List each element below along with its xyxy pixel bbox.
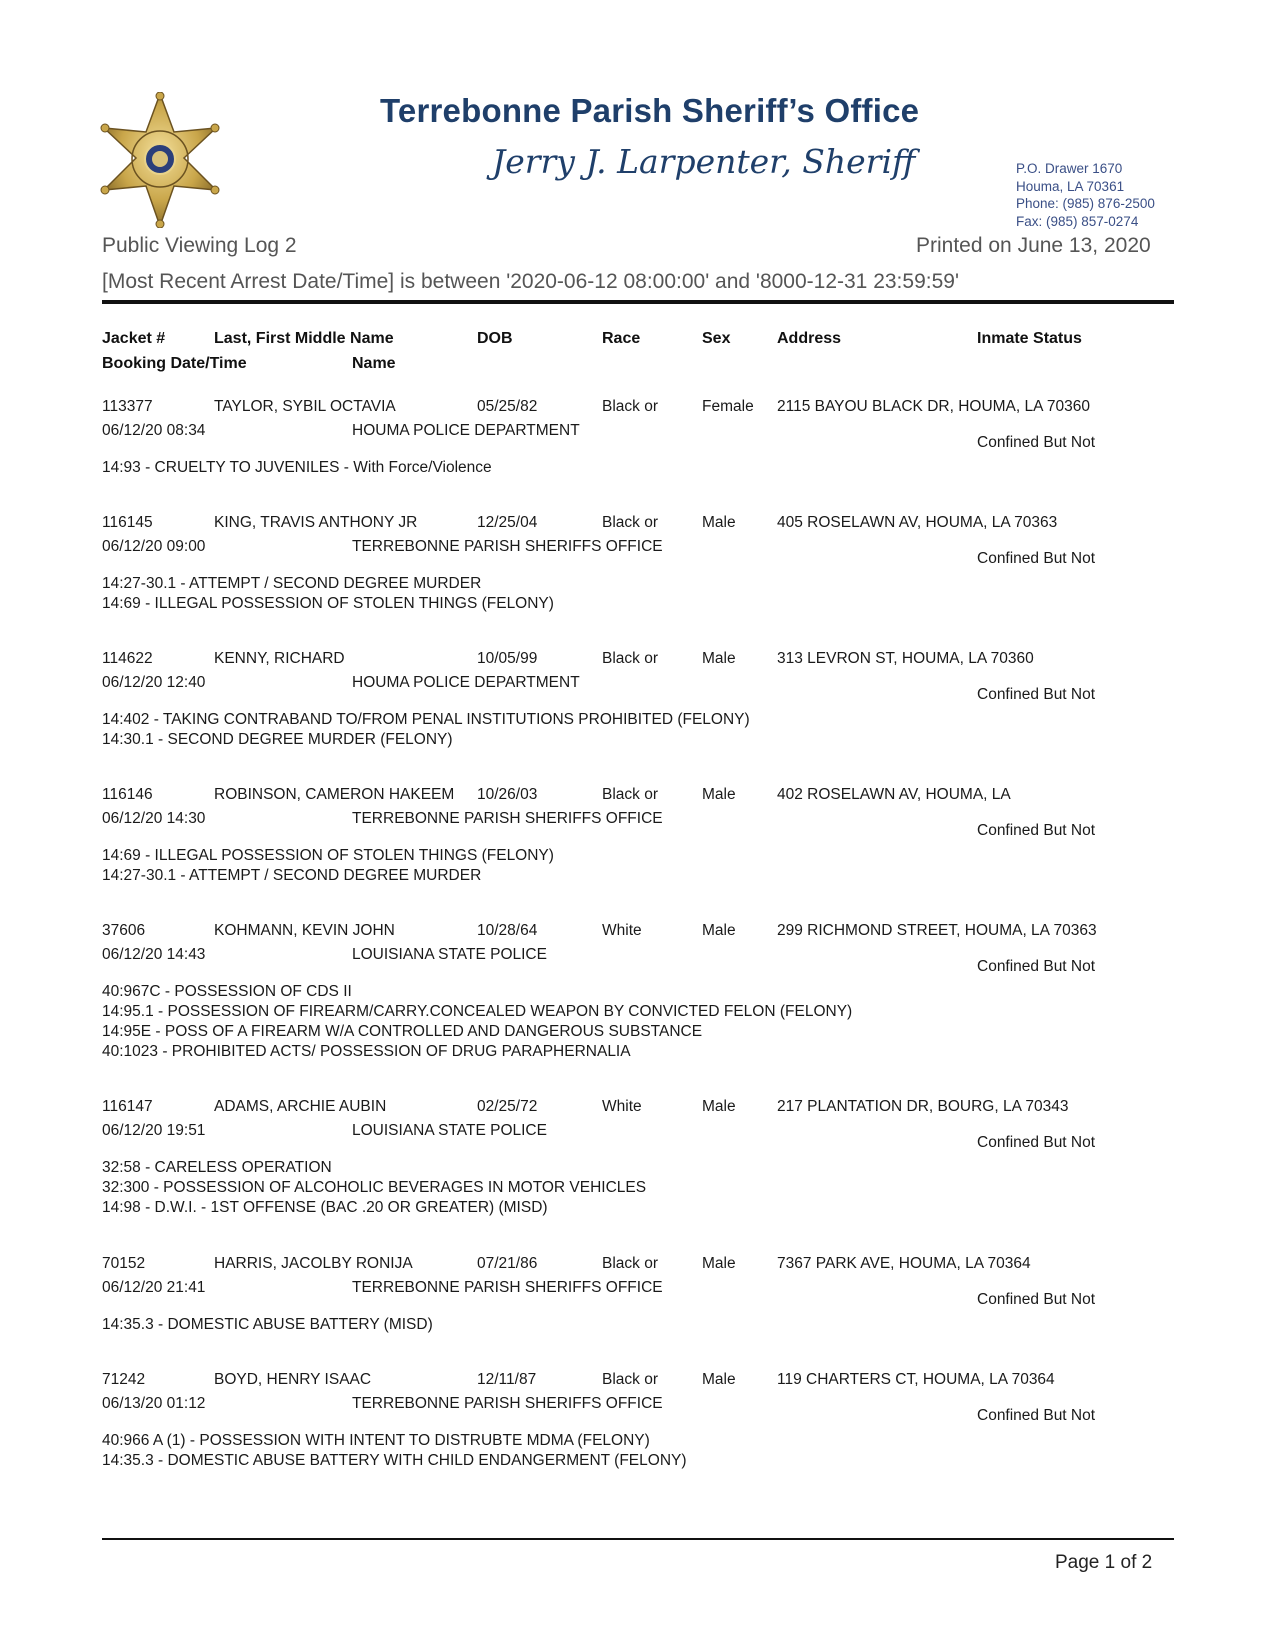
- charge-line: 40:967C - POSSESSION OF CDS II: [102, 983, 352, 1000]
- arresting-agency: TERREBONNE PARISH SHERIFFS OFFICE: [352, 1279, 663, 1296]
- charge-line: 14:402 - TAKING CONTRABAND TO/FROM PENAL INSTITUTIONS PROHIBITED (FELONY): [102, 711, 750, 728]
- booking-datetime: 06/13/20 01:12: [102, 1395, 206, 1412]
- col-header-sex: Sex: [702, 330, 731, 347]
- inmate-status: Confined But Not: [977, 550, 1096, 567]
- contact-line: Houma, LA 70361: [1016, 178, 1125, 194]
- arresting-agency: TERREBONNE PARISH SHERIFFS OFFICE: [352, 810, 663, 827]
- dob: 10/05/99: [477, 650, 538, 667]
- jacket-number: 116145: [102, 514, 153, 531]
- dob: 10/26/03: [477, 786, 538, 803]
- booking-datetime: 06/12/20 21:41: [102, 1279, 206, 1296]
- inmate-name: ADAMS, ARCHIE AUBIN: [214, 1098, 387, 1115]
- address: 299 RICHMOND STREET, HOUMA, LA 70363: [777, 922, 1097, 939]
- jacket-number: 37606: [102, 922, 146, 939]
- inmate-status: Confined But Not: [977, 1291, 1096, 1308]
- jacket-number: 113377: [102, 398, 153, 415]
- charge-line: 14:98 - D.W.I. - 1ST OFFENSE (BAC .20 OR GREATER) (MISD): [102, 1199, 548, 1216]
- sex: Female: [702, 398, 754, 415]
- arresting-agency: HOUMA POLICE DEPARTMENT: [352, 422, 580, 439]
- charges-list: [102, 710, 750, 750]
- col-header-dob: DOB: [477, 330, 513, 347]
- col-header-agency: Name: [352, 355, 396, 372]
- page-number: Page 1 of 2: [1055, 1552, 1153, 1573]
- report-filter: [Most Recent Arrest Date/Time] is between '2020-06-12 08:00:00' and '8000-12-31 23:59:59': [102, 270, 959, 293]
- jacket-number: 70152: [102, 1255, 146, 1272]
- charge-line: 14:95.1 - POSSESSION OF FIREARM/CARRY.CONCEALED WEAPON BY CONVICTED FELON (FELONY): [102, 1003, 853, 1020]
- inmate-name: TAYLOR, SYBIL OCTAVIA: [214, 398, 396, 415]
- inmate-status: Confined But Not: [977, 686, 1096, 703]
- arresting-agency: HOUMA POLICE DEPARTMENT: [352, 674, 580, 691]
- charge-line: 32:300 - POSSESSION OF ALCOHOLIC BEVERAGES IN MOTOR VEHICLES: [102, 1179, 647, 1196]
- address: 313 LEVRON ST, HOUMA, LA 70360: [777, 650, 1034, 667]
- charge-line: 14:93 - CRUELTY TO JUVENILES - With Force/Violence: [102, 459, 492, 476]
- inmate-status: Confined But Not: [977, 958, 1096, 975]
- sex: Male: [702, 1371, 736, 1388]
- booking-datetime: 06/12/20 19:51: [102, 1122, 206, 1139]
- race: Black or: [602, 514, 658, 531]
- inmate-name: BOYD, HENRY ISAAC: [214, 1371, 372, 1388]
- charge-line: 14:69 - ILLEGAL POSSESSION OF STOLEN THINGS (FELONY): [102, 847, 554, 864]
- inmate-name: HARRIS, JACOLBY RONIJA: [214, 1255, 413, 1272]
- sex: Male: [702, 650, 736, 667]
- booking-datetime: 06/12/20 08:34: [102, 422, 206, 439]
- col-header-status: Inmate Status: [977, 330, 1082, 347]
- col-header-race: Race: [602, 330, 641, 347]
- charge-line: 14:35.3 - DOMESTIC ABUSE BATTERY (MISD): [102, 1316, 433, 1333]
- dob: 02/25/72: [477, 1098, 538, 1115]
- race: White: [602, 922, 642, 939]
- race: Black or: [602, 786, 658, 803]
- charge-line: 14:27-30.1 - ATTEMPT / SECOND DEGREE MURDER: [102, 867, 482, 884]
- col-header-address: Address: [777, 330, 842, 347]
- jacket-number: 116147: [102, 1098, 153, 1115]
- sheriff-star-badge-icon: [100, 92, 220, 228]
- charge-line: 14:35.3 - DOMESTIC ABUSE BATTERY WITH CHILD ENDANGERMENT (FELONY): [102, 1452, 687, 1469]
- charges-list: [102, 846, 554, 886]
- booking-datetime: 06/12/20 14:30: [102, 810, 206, 827]
- arresting-agency: LOUISIANA STATE POLICE: [352, 1122, 547, 1139]
- office-title: Terrebonne Parish Sheriff’s Office: [380, 92, 920, 129]
- race: Black or: [602, 1255, 658, 1272]
- inmate-name: KOHMANN, KEVIN JOHN: [214, 922, 395, 939]
- jacket-number: 116146: [102, 786, 153, 803]
- contact-block: [1016, 160, 1155, 230]
- arresting-agency: LOUISIANA STATE POLICE: [352, 946, 547, 963]
- inmate-name: ROBINSON, CAMERON HAKEEM: [214, 786, 455, 803]
- inmate-name: KENNY, RICHARD: [214, 650, 345, 667]
- charge-line: 32:58 - CARELESS OPERATION: [102, 1159, 332, 1176]
- sex: Male: [702, 1098, 736, 1115]
- sex: Male: [702, 1255, 736, 1272]
- dob: 12/11/87: [477, 1371, 537, 1388]
- inmate-status: Confined But Not: [977, 1134, 1096, 1151]
- col-header-name: Last, First Middle Name: [214, 330, 394, 347]
- charges-list: [102, 1158, 646, 1218]
- charges-list: [102, 458, 492, 478]
- address: 2115 BAYOU BLACK DR, HOUMA, LA 70360: [777, 398, 1091, 415]
- contact-line: Phone: (985) 876-2500: [1016, 196, 1155, 211]
- sheriff-name: Jerry J. Larpenter, Sheriff: [492, 142, 916, 181]
- printed-date: Printed on June 13, 2020: [916, 234, 1151, 257]
- dob: 05/25/82: [477, 398, 538, 415]
- contact-line: P.O. Drawer 1670: [1016, 161, 1123, 176]
- address: 405 ROSELAWN AV, HOUMA, LA 70363: [777, 514, 1058, 531]
- col-header-booking: Booking Date/Time: [102, 355, 247, 372]
- booking-datetime: 06/12/20 14:43: [102, 946, 206, 963]
- address: 119 CHARTERS CT, HOUMA, LA 70364: [777, 1371, 1055, 1388]
- booking-datetime: 06/12/20 09:00: [102, 538, 206, 555]
- race: Black or: [602, 650, 658, 667]
- inmate-status: Confined But Not: [977, 434, 1096, 451]
- address: 217 PLANTATION DR, BOURG, LA 70343: [777, 1098, 1069, 1115]
- booking-datetime: 06/12/20 12:40: [102, 674, 206, 691]
- charge-line: 40:966 A (1) - POSSESSION WITH INTENT TO DISTRUBTE MDMA (FELONY): [102, 1432, 650, 1449]
- race: Black or: [602, 1371, 658, 1388]
- race: Black or: [602, 398, 658, 415]
- header-divider: [102, 300, 1174, 304]
- arresting-agency: TERREBONNE PARISH SHERIFFS OFFICE: [352, 538, 663, 555]
- dob: 10/28/64: [477, 922, 538, 939]
- report-title: Public Viewing Log 2: [102, 234, 297, 257]
- charges-list: [102, 1431, 687, 1471]
- charges-list: [102, 574, 554, 614]
- inmate-name: KING, TRAVIS ANTHONY JR: [214, 514, 418, 531]
- charges-list: [102, 1315, 433, 1335]
- footer-divider: [102, 1538, 1174, 1540]
- race: White: [602, 1098, 642, 1115]
- inmate-status: Confined But Not: [977, 822, 1096, 839]
- charges-list: [102, 982, 852, 1062]
- sex: Male: [702, 922, 736, 939]
- contact-line: Fax: (985) 857-0274: [1016, 213, 1139, 229]
- charge-line: 14:27-30.1 - ATTEMPT / SECOND DEGREE MURDER: [102, 575, 482, 592]
- dob: 12/25/04: [477, 514, 538, 531]
- dob: 07/21/86: [477, 1255, 538, 1272]
- inmate-status: Confined But Not: [977, 1407, 1096, 1424]
- arresting-agency: TERREBONNE PARISH SHERIFFS OFFICE: [352, 1395, 663, 1412]
- address: 7367 PARK AVE, HOUMA, LA 70364: [777, 1255, 1031, 1272]
- address: 402 ROSELAWN AV, HOUMA, LA: [777, 786, 1011, 803]
- charge-line: 14:30.1 - SECOND DEGREE MURDER (FELONY): [102, 731, 453, 748]
- charge-line: 14:69 - ILLEGAL POSSESSION OF STOLEN THINGS (FELONY): [102, 595, 554, 612]
- col-header-jacket: Jacket #: [102, 330, 166, 347]
- jacket-number: 114622: [102, 650, 153, 667]
- jacket-number: 71242: [102, 1371, 146, 1388]
- charge-line: 40:1023 - PROHIBITED ACTS/ POSSESSION OF DRUG PARAPHERNALIA: [102, 1043, 631, 1060]
- charge-line: 14:95E - POSS OF A FIREARM W/A CONTROLLED AND DANGEROUS SUBSTANCE: [102, 1023, 703, 1040]
- sex: Male: [702, 786, 736, 803]
- sex: Male: [702, 514, 736, 531]
